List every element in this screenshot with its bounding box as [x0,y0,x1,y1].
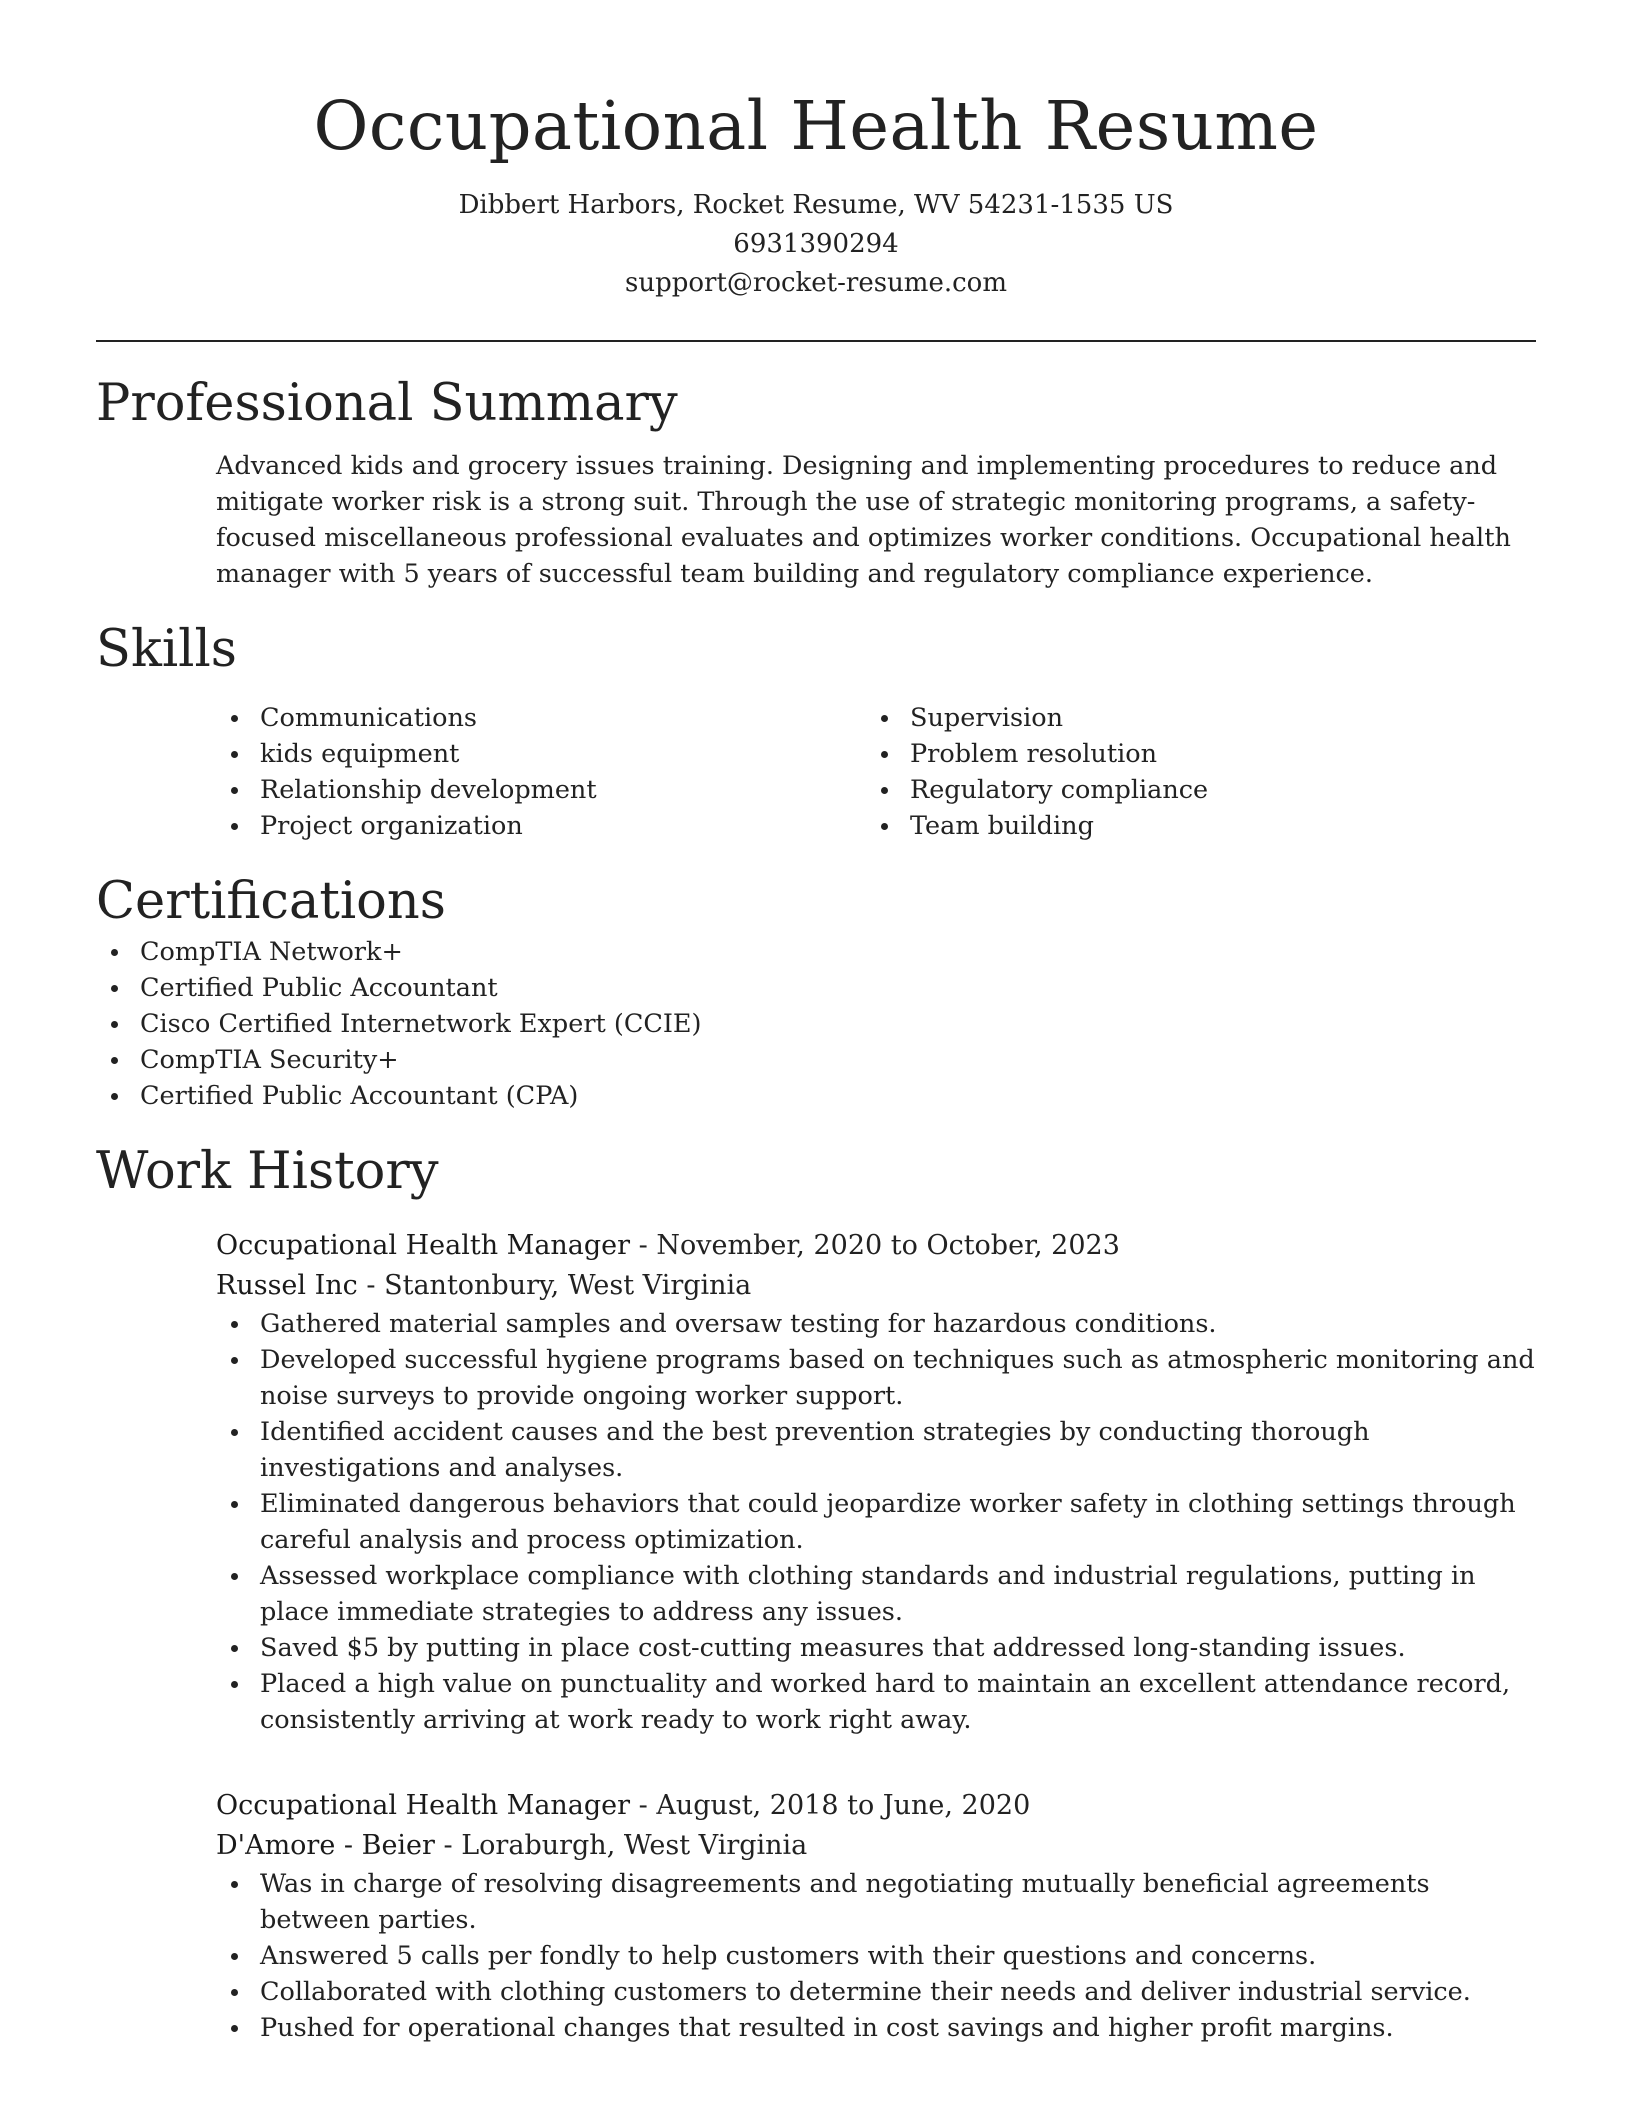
job-bullet: Answered 5 calls per fondly to help customers with their questions and concerns. [216,1938,1536,1974]
job-bullet-list [216,1306,1536,1738]
job-title-separator: - [630,1790,657,1821]
job-bullet: Was in charge of resolving disagreements and negotiating mutually beneficial agreements between parties. [216,1866,1536,1938]
skill-item: Regulatory compliance [866,772,1516,808]
skills-grid [216,700,1536,844]
skills-column-left [216,700,866,844]
contact-block [96,186,1536,303]
contact-phone: 6931390294 [733,229,899,259]
skills-column-right [866,700,1516,844]
summary-text: Advanced kids and grocery issues training. Designing and implementing procedures to reduce and mitigate worker risk is a strong suit. Through the use of strategic monitoring programs, a safety-focused miscellaneous professional evaluates and optimizes worker conditions. Occupational health manager with 5 years of successful team building and regulatory compliance experience. [216,451,1511,589]
skill-item: Problem resolution [866,736,1516,772]
skill-item: Project organization [216,808,866,844]
contact-address: Dibbert Harbors, Rocket Resume, WV 54231-1535 US [458,190,1174,220]
summary-heading: Professional Summary [96,374,678,433]
job-title-separator: - [630,1230,657,1261]
resume-header [96,0,1536,303]
job-bullet: Assessed workplace compliance with clothing standards and industrial regulations, putting in place immediate strategies to address any issues. [216,1558,1536,1630]
skill-item: Relationship development [216,772,866,808]
job-bullet: Eliminated dangerous behaviors that could jeopardize worker safety in clothing settings through careful analysis and process optimization. [216,1486,1536,1558]
resume-title: Occupational Health Resume [313,87,1319,165]
job-bullet: Pushed for operational changes that resulted in cost savings and higher profit margins. [216,2010,1536,2046]
certification-item: Certified Public Accountant [96,970,1536,1006]
certifications-list [96,934,1536,1114]
skill-item: Supervision [866,700,1516,736]
job-location: Loraburgh, West Virginia [461,1830,808,1861]
resume-page [96,0,1536,2046]
job-dates: November, 2020 to October, 2023 [656,1230,1120,1261]
certification-item: Certified Public Accountant (CPA) [96,1078,1536,1114]
summary-section [96,372,1536,592]
skill-item: kids equipment [216,736,866,772]
job-title-line [216,1786,1536,1826]
work-history-section [96,1140,1536,2046]
job-company-separator: - [434,1830,462,1861]
certifications-section [96,870,1536,1114]
job-entry [216,1226,1536,1738]
job-title: Occupational Health Manager [216,1790,631,1821]
job-dates: August, 2018 to June, 2020 [656,1790,1031,1821]
skill-item: Team building [866,808,1516,844]
job-company-separator: - [357,1270,385,1301]
job-bullet: Placed a high value on punctuality and worked hard to maintain an excellent attendance record, consistently arriving at work ready to work right away. [216,1666,1536,1738]
job-title: Occupational Health Manager [216,1230,631,1261]
job-bullet: Identified accident causes and the best prevention strategies by conducting thorough investigations and analyses. [216,1414,1536,1486]
skills-heading: Skills [96,620,237,679]
job-company: D'Amore - Beier [216,1830,435,1861]
certification-item: CompTIA Security+ [96,1042,1536,1078]
job-company: Russel Inc [216,1270,358,1301]
certification-item: CompTIA Network+ [96,934,1536,970]
job-bullet: Developed successful hygiene programs based on techniques such as atmospheric monitoring and noise surveys to provide ongoing worker support. [216,1342,1536,1414]
job-bullet: Gathered material samples and oversaw testing for hazardous conditions. [216,1306,1536,1342]
skills-list-left [216,700,866,844]
job-company-line [216,1266,1536,1306]
job-bullet-list [216,1866,1536,2046]
certification-item: Cisco Certified Internetwork Expert (CCIE) [96,1006,1536,1042]
job-company-line [216,1826,1536,1866]
work-history-heading: Work History [96,1142,439,1201]
job-location: Stantonbury, West Virginia [384,1270,752,1301]
skills-section [96,618,1536,844]
header-divider [96,340,1536,342]
skills-list-right [866,700,1516,844]
job-bullet: Saved $5 by putting in place cost-cutting measures that addressed long-standing issues. [216,1630,1536,1666]
certifications-heading: Certifications [96,872,446,931]
job-bullet: Collaborated with clothing customers to determine their needs and deliver industrial service. [216,1974,1536,2010]
contact-email: support@rocket-resume.com [624,268,1007,298]
job-entry [216,1786,1536,2046]
skill-item: Communications [216,700,866,736]
job-title-line [216,1226,1536,1266]
